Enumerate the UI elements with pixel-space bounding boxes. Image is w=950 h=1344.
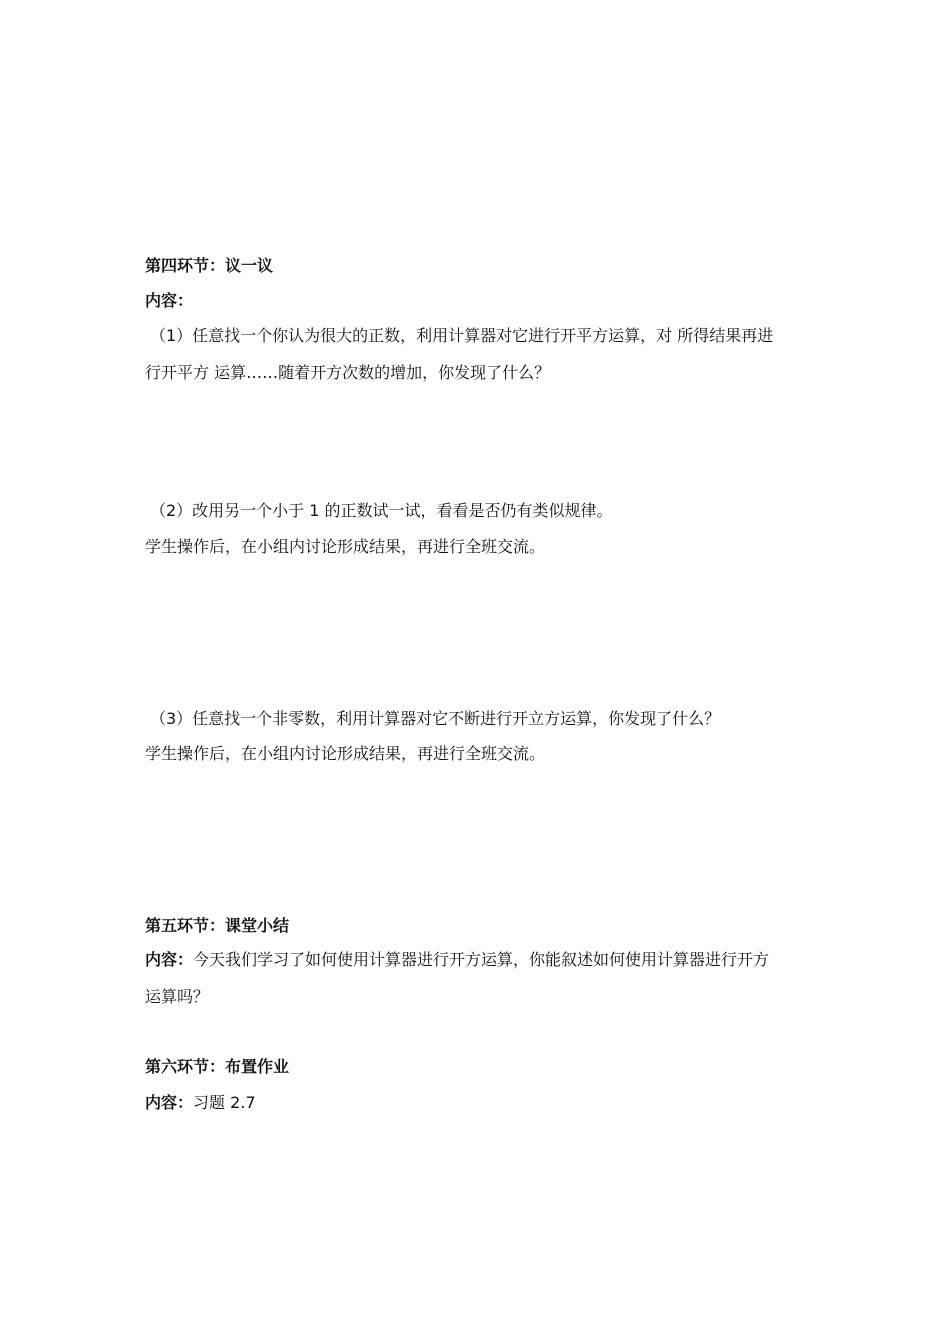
question1-line1: （1）任意找一个你认为很大的正数，利用计算器对它进行开平方运算，对 所得结果再进 [150,326,774,345]
section6-content-label: 内容： [145,1093,194,1112]
homework-text: 习题 2.7 [193,1093,256,1112]
section5-content-text: 今天我们学习了如何使用计算器进行开方运算，你能叙述如何使用计算器进行开方 [193,950,770,969]
section5-content-label: 内容： [145,950,194,969]
question2: （2）改用另一个小于 1 的正数试一试，看看是否仍有类似规律。 [150,501,613,520]
section4-content-label: 内容： [145,291,194,310]
question1-line2: 行开平方 运算……随着开方次数的增加，你发现了什么？ [145,363,551,382]
question3-note: 学生操作后，在小组内讨论形成结果，再进行全班交流。 [145,744,546,763]
question2-note: 学生操作后，在小组内讨论形成结果，再进行全班交流。 [145,537,546,556]
section6-content [145,1092,256,1114]
section5-content-line2: 运算吗？ [145,987,210,1006]
section4-heading: 第四环节：议一议 [145,256,274,275]
question3: （3）任意找一个非零数，利用计算器对它不断进行开立方运算，你发现了什么？ [150,709,721,728]
section5-content [145,949,769,971]
section6-heading: 第六环节：布置作业 [145,1057,290,1076]
section5-heading: 第五环节：课堂小结 [145,916,290,935]
